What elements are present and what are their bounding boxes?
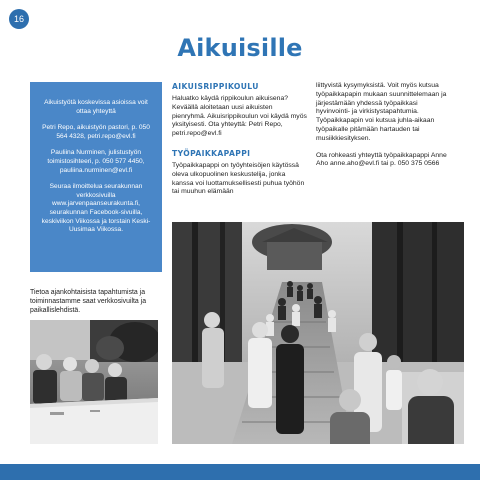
tyopaikkapappi-contact: Ota rohkeasti yhteyttä työpaikkapappi Anne Aho anne.aho@evl.fi tai p. 050 375 0566 [316,151,447,168]
page-number-badge: 16 [9,9,29,29]
tyopaikkapappi-continued: liittyvistä kysymyksistä. Voit myös kutsua työpaikkapapin mukaan suunnittelemaan ja järjestämään yhdessä työpaikkasi hyvinvointi- ja virkistystapahtumia. Työpaikkapapin voi kutsua juhla-aikaan työpaikalle pitämään hartauden tai musiikkiesityksen. [316,82,447,142]
section-heading-tyopaikkapappi: TYÖPAIKKAPAPPI [172,148,251,158]
section-text-aikuisrippikoulu: Haluatko käydä rippikoulun aikuisena? Keväällä aloitetaan uusi aikuisten pienryhmä. Aikuisrippikoulun voi käydä myös yksityisesti. Ota yhteyttä: Petri Repo, petri.repo@evl.fi [172,95,307,138]
section-heading-aikuisrippikoulu: AIKUISRIPPIKOULU [172,82,259,91]
info-contact-petri: Petri Repo, aikuistyön pastori, p. 050 564 4328, petri.repo@evl.fi [42,124,150,140]
crowd-photo-image [172,222,464,444]
section-text-tyopaikkapappi: Työpaikkapappi on työyhteisöjen käytössä oleva ulkopuolinen keskustelija, jonka kanssa voi luottamuksellisesti puhua työhön tai muuhun elämään [172,161,305,196]
text-column-middle [172,82,307,197]
contact-info-box [30,82,162,272]
info-follow: Seuraa ilmoittelua seurakunnan verkkosivuilla www.jarvenpaanseurakunta.fi, seurakunnan Facebook-sivuilla, keskiviikon Viikossa ja torstain Keski-Uusimaa Viikossa. [41,183,151,234]
events-note: Tietoa ajankohtaisista tapahtumista ja toiminnastamme saat verkkosivuilta ja paikallislehdistä. [30,289,147,314]
info-contact-pauliina: Pauliina Nurminen, julistustyön toimistosihteeri, p. 050 577 4450, pauliina.nurminen@evl.fi [47,149,145,174]
page-title: Aikuisille [177,34,303,62]
footer-band [0,464,480,480]
meeting-photo-image [30,320,158,444]
crowd-photo [172,222,464,444]
text-column-right [316,82,451,177]
info-intro: Aikuistyötä koskevissa asioissa voit ottaa yhteyttä [44,99,148,115]
meeting-photo [30,320,158,444]
